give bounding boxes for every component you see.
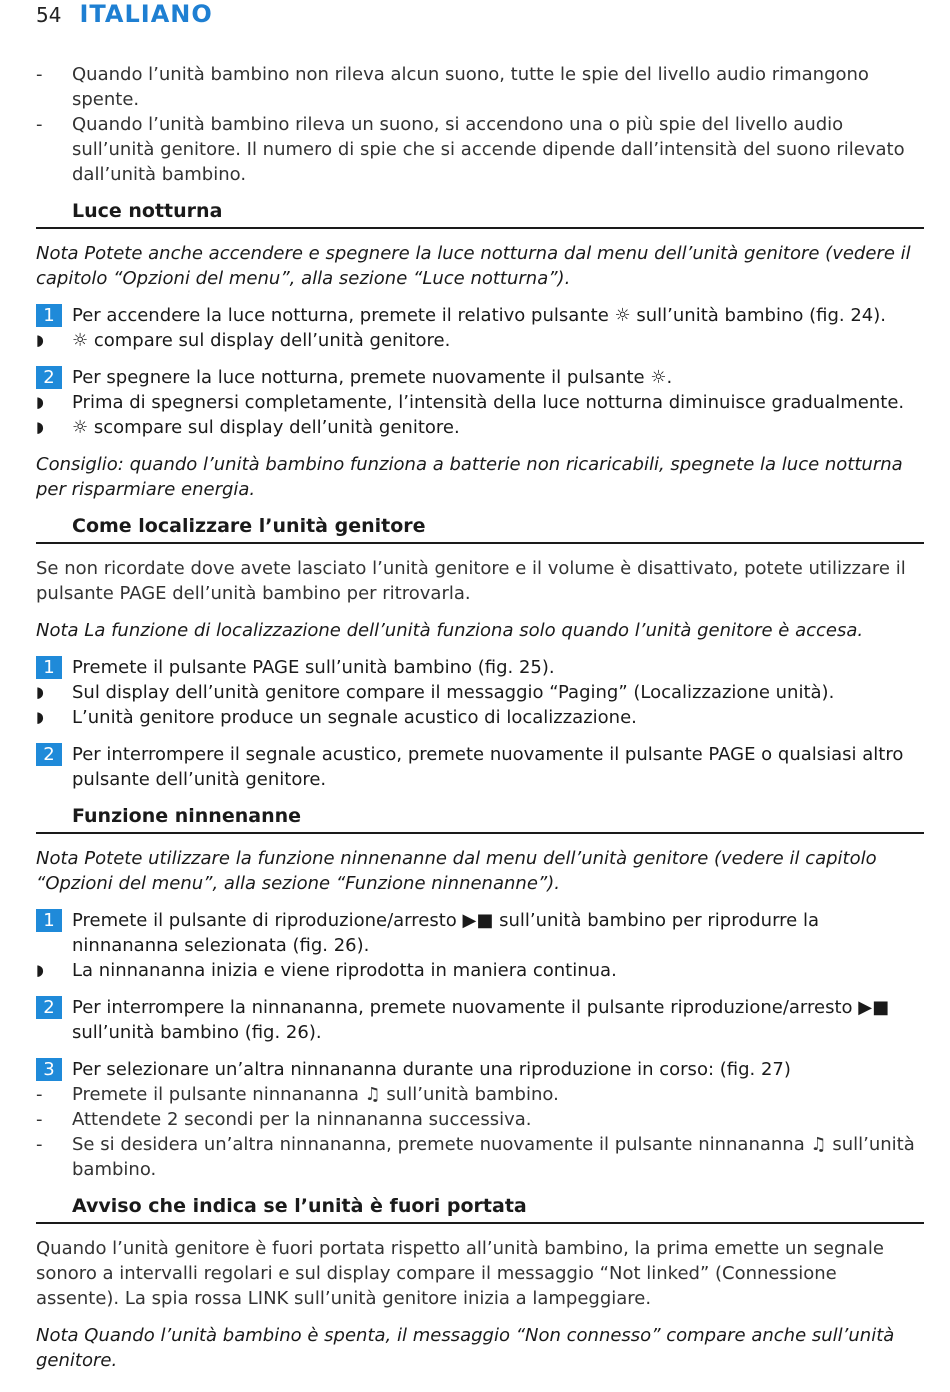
step-text: Premete il pulsante di riproduzione/arresto ▶■ sull’unità bambino per riprodurre la ninnananna selezionata (fig. 26).: [72, 910, 819, 956]
step-text: Per selezionare un’altra ninnananna durante una riproduzione in corso: (fig. 27): [72, 1059, 791, 1080]
sub-item: [36, 1082, 924, 1107]
intro-text: Quando l’unità bambino non rileva alcun suono, tutte le spie del livello audio rimangono spente.: [72, 64, 869, 110]
sub-item-text: Attendete 2 secondi per la ninnananna successiva.: [72, 1109, 532, 1130]
dash-marker: -: [36, 1084, 43, 1105]
step: [36, 908, 924, 958]
step-text: Per interrompere la ninnananna, premete nuovamente il pulsante riproduzione/arresto ▶■ sull’unità bambino (fig. 26).: [72, 997, 890, 1043]
bullet-icon: ◗: [36, 393, 44, 411]
intro-item: [36, 62, 924, 112]
step-number: 2: [36, 366, 62, 389]
result-text: ☼ scompare sul display dell’unità genitore.: [72, 417, 460, 438]
bullet-icon: ◗: [36, 418, 44, 436]
result-text: Sul display dell’unità genitore compare il messaggio “Paging” (Localizzazione unità).: [72, 682, 835, 703]
dash-marker: -: [36, 64, 43, 85]
step-number: 2: [36, 996, 62, 1019]
note: Nota Quando l’unità bambino è spenta, il messaggio “Non connesso” compare anche sull’unità genitore.: [36, 1325, 895, 1371]
step-text: Premete il pulsante PAGE sull’unità bambino (fig. 25).: [72, 657, 555, 678]
page-number: 54: [36, 3, 62, 27]
result-text: ☼ compare sul display dell’unità genitore.: [72, 330, 451, 351]
result-text: La ninnananna inizia e viene riprodotta in maniera continua.: [72, 960, 617, 981]
note: Nota Potete utilizzare la funzione ninnenanne dal menu dell’unità genitore (vedere il capitolo “Opzioni del menu”, alla sezione “Funzione ninnenanne”).: [36, 848, 877, 894]
paragraph: Se non ricordate dove avete lasciato l’unità genitore e il volume è disattivato, potete utilizzare il pulsante PAGE dell’unità bambino per ritrovarla.: [36, 558, 906, 604]
result-text: Prima di spegnersi completamente, l’intensità della luce notturna diminuisce gradualmente.: [72, 392, 905, 413]
step: [36, 742, 924, 792]
step-text: Per accendere la luce notturna, premete il relativo pulsante ☼ sull’unità bambino (fig. 24).: [72, 305, 886, 326]
step-number: 1: [36, 656, 62, 679]
dash-marker: -: [36, 1109, 43, 1130]
intro-item: [36, 112, 924, 187]
section-heading: Come localizzare l’unità genitore: [36, 514, 924, 544]
step-text: Per interrompere il segnale acustico, premete nuovamente il pulsante PAGE o qualsiasi altro pulsante dell’unità genitore.: [72, 744, 904, 790]
tip: Consiglio: quando l’unità bambino funziona a batterie non ricaricabili, spegnete la luce notturna per risparmiare energia.: [36, 454, 903, 500]
bullet-icon: ◗: [36, 683, 44, 701]
step: [36, 995, 924, 1045]
section-heading: Avviso che indica se l’unità è fuori portata: [36, 1194, 924, 1224]
sub-item: [36, 1132, 924, 1182]
result-text: L’unità genitore produce un segnale acustico di localizzazione.: [72, 707, 637, 728]
dash-marker: -: [36, 1134, 43, 1155]
step: [36, 1057, 924, 1082]
sub-item: [36, 1107, 924, 1132]
result-item: [36, 705, 924, 730]
page-header: [36, 0, 213, 26]
result-item: [36, 415, 924, 440]
sub-item-text: Se si desidera un’altra ninnananna, premete nuovamente il pulsante ninnananna ♫ sull’unità bambino.: [72, 1134, 915, 1180]
step-text: Per spegnere la luce notturna, premete nuovamente il pulsante ☼.: [72, 367, 673, 388]
section-heading: Funzione ninnenanne: [36, 804, 924, 834]
step-number: 1: [36, 304, 62, 327]
result-item: [36, 390, 924, 415]
step: [36, 365, 924, 390]
dash-marker: -: [36, 114, 43, 135]
document-body: [36, 62, 924, 1373]
section-heading: Luce notturna: [36, 199, 924, 229]
result-item: [36, 680, 924, 705]
sub-item-text: Premete il pulsante ninnananna ♫ sull’unità bambino.: [72, 1084, 559, 1105]
step-number: 3: [36, 1058, 62, 1081]
intro-text: Quando l’unità bambino rileva un suono, si accendono una o più spie del livello audio sull’unità genitore. Il numero di spie che si accende dipende dall’intensità del suono rilevato dall’unità bambino.: [72, 114, 905, 185]
result-item: [36, 328, 924, 353]
bullet-icon: ◗: [36, 708, 44, 726]
step: [36, 655, 924, 680]
note: Nota Potete anche accendere e spegnere la luce notturna dal menu dell’unità genitore (vedere il capitolo “Opzioni del menu”, alla sezione “Luce notturna”).: [36, 243, 911, 289]
result-item: [36, 958, 924, 983]
bullet-icon: ◗: [36, 331, 44, 349]
step-number: 1: [36, 909, 62, 932]
language-title: ITALIANO: [79, 0, 213, 28]
paragraph: Quando l’unità genitore è fuori portata rispetto all’unità bambino, la prima emette un segnale sonoro a intervalli regolari e sul display compare il messaggio “Not linked” (Connessione assente). La spia rossa LINK sull’unità genitore inizia a lampeggiare.: [36, 1238, 884, 1309]
note: Nota La funzione di localizzazione dell’unità funziona solo quando l’unità genitore è accesa.: [36, 620, 864, 641]
step: [36, 303, 924, 328]
step-number: 2: [36, 743, 62, 766]
bullet-icon: ◗: [36, 961, 44, 979]
